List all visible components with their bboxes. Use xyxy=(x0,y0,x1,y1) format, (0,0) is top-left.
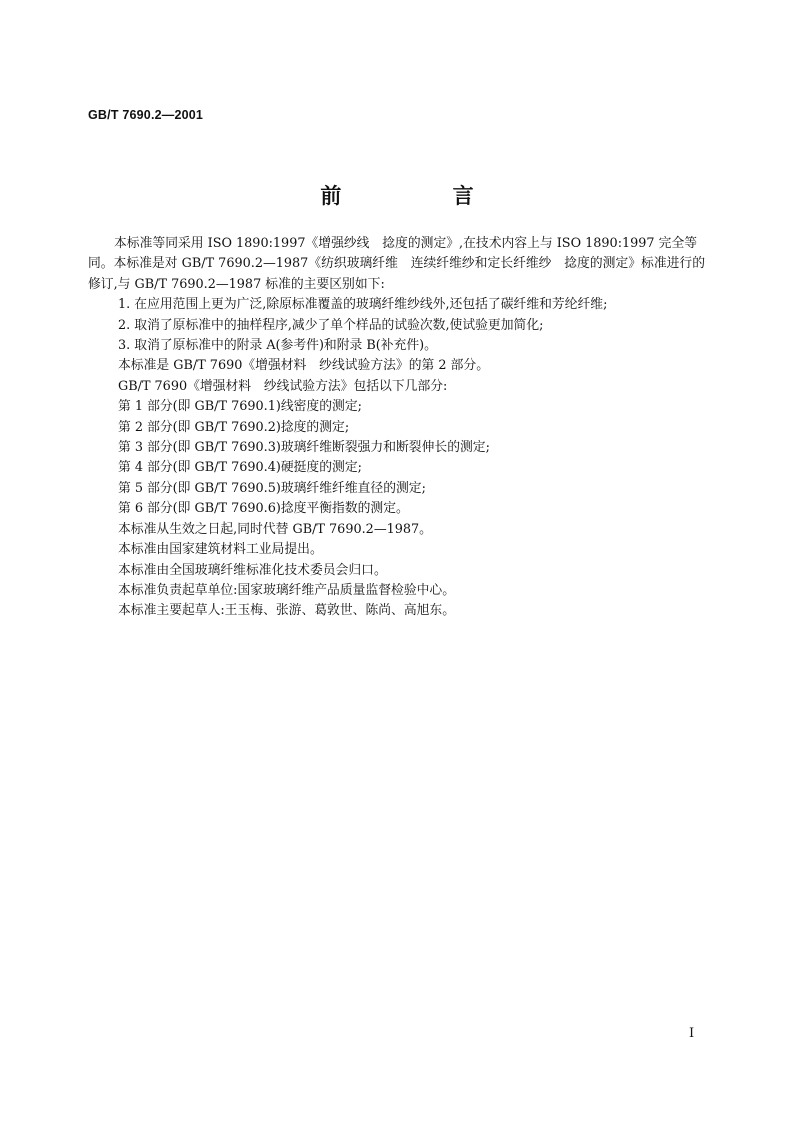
difference-item-1: 1. 在应用范围上更为广泛,除原标准覆盖的玻璃纤维纱线外,还包括了碳纤维和芳纶纤维; xyxy=(118,297,608,313)
part-item-3: 第 3 部分(即 GB/T 7690.3)玻璃纤维断裂强力和断裂伸长的测定; xyxy=(118,440,490,456)
part-item-2: 第 2 部分(即 GB/T 7690.2)捻度的测定; xyxy=(118,419,350,435)
part-item-5: 第 5 部分(即 GB/T 7690.5)玻璃纤维纤维直径的测定; xyxy=(118,480,426,496)
difference-item-3: 3. 取消了原标准中的附录 A(参考件)和附录 B(补充件)。 xyxy=(118,338,437,354)
foreword-body xyxy=(88,234,706,622)
standard-code: GB/T 7690.2—2001 xyxy=(88,108,204,122)
paragraph-part-of: 本标准是 GB/T 7690《增强材料 纱线试验方法》的第 2 部分。 xyxy=(118,358,489,374)
part-item-1: 第 1 部分(即 GB/T 7690.1)线密度的测定; xyxy=(118,399,362,415)
paragraph-proposed-by: 本标准由国家建筑材料工业局提出。 xyxy=(118,542,323,558)
paragraph-drafting-unit: 本标准负责起草单位:国家玻璃纤维产品质量监督检验中心。 xyxy=(118,582,456,598)
paragraph-drafters: 本标准主要起草人:王玉梅、张游、葛敦世、陈尚、高旭东。 xyxy=(118,603,456,619)
paragraph-replaces: 本标准从生效之日起,同时代替 GB/T 7690.2—1987。 xyxy=(118,521,432,537)
paragraph-managed-by: 本标准由全国玻璃纤维标准化技术委员会归口。 xyxy=(118,562,387,578)
paragraph-parts-list-intro: GB/T 7690《增强材料 纱线试验方法》包括以下几部分: xyxy=(118,378,448,394)
part-item-6: 第 6 部分(即 GB/T 7690.6)捻度平衡指数的测定。 xyxy=(118,501,409,517)
difference-item-2: 2. 取消了原标准中的抽样程序,减少了单个样品的试验次数,使试验更加简化; xyxy=(118,317,544,333)
paragraph-intro: 本标准等同采用 ISO 1890:1997《增强纱线 捻度的测定》,在技术内容上与 ISO 1890:1997 完全等同。本标准是对 GB/T 7690.2—1987《纺织玻璃纤维 连续纤维纱和定长纤维纱 捻度的测定》标准进行的修订,与 GB/T 7690.2—1987 标准的主要区别如下: xyxy=(88,236,706,292)
page-number: I xyxy=(689,1026,695,1041)
page-title: 前 言 xyxy=(320,183,526,208)
part-item-4: 第 4 部分(即 GB/T 7690.4)硬挺度的测定; xyxy=(118,460,362,476)
